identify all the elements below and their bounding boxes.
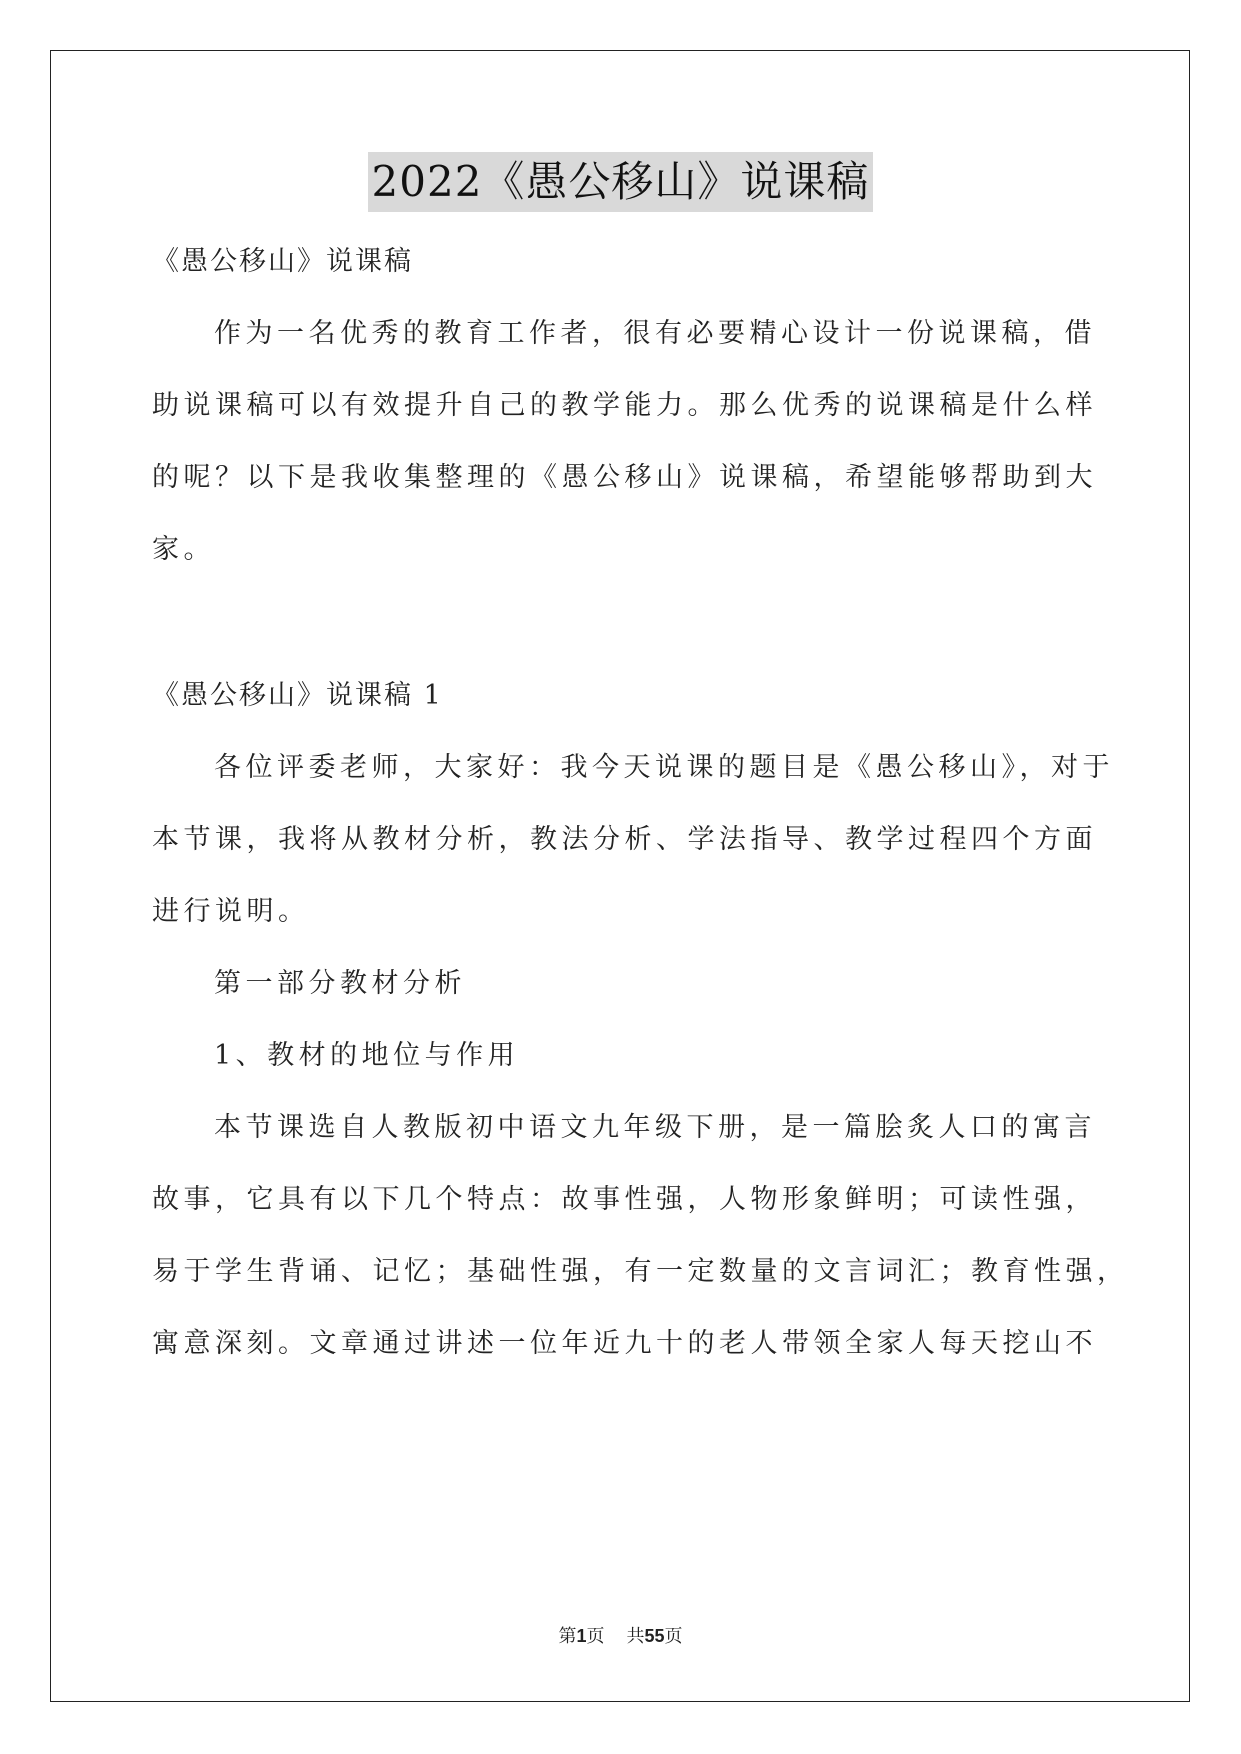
paragraph-line: 寓意深刻。文章通过讲述一位年近九十的老人带领全家人每天挖山不 xyxy=(152,1328,1097,1359)
paragraph-line: 助说课稿可以有效提升自己的教学能力。那么优秀的说课稿是什么样 xyxy=(152,390,1097,421)
paragraph-line: 故事，它具有以下几个特点：故事性强，人物形象鲜明；可读性强， xyxy=(152,1184,1097,1215)
total-prefix: 共 xyxy=(626,1626,645,1647)
section-heading: 《愚公移山》说课稿 1 xyxy=(152,680,443,711)
title-container xyxy=(0,152,1241,212)
paragraph-line: 易于学生背诵、记忆；基础性强，有一定数量的文言词汇；教育性强， xyxy=(152,1256,1129,1287)
paragraph-line: 家。 xyxy=(152,534,215,565)
paragraph-line: 本节课选自人教版初中语文九年级下册，是一篇脍炙人口的寓言 xyxy=(214,1112,1096,1143)
subsection-heading: 第一部分教材分析 xyxy=(214,968,466,999)
page-total-number: 55 xyxy=(644,1626,665,1646)
paragraph-line: 的呢？以下是我收集整理的《愚公移山》说课稿，希望能够帮助到大 xyxy=(152,462,1097,493)
paragraph-line: 本节课，我将从教材分析，教法分析、学法指导、教学过程四个方面 xyxy=(152,824,1097,855)
page-suffix: 页 xyxy=(586,1626,605,1647)
subsection-heading: 1、教材的地位与作用 xyxy=(214,1040,520,1071)
paragraph-line: 各位评委老师，大家好：我今天说课的题目是《愚公移山》，对于 xyxy=(214,752,1114,783)
page-border xyxy=(50,50,1190,1702)
total-suffix: 页 xyxy=(664,1626,683,1647)
page-footer xyxy=(0,1624,1241,1649)
paragraph-line: 作为一名优秀的教育工作者，很有必要精心设计一份说课稿，借 xyxy=(214,318,1096,349)
section-heading: 《愚公移山》说课稿 xyxy=(152,246,413,277)
page-prefix: 第 xyxy=(558,1626,577,1647)
page-current-number: 1 xyxy=(576,1626,587,1646)
paragraph-line: 进行说明。 xyxy=(152,896,310,927)
document-title: 2022《愚公移山》说课稿 xyxy=(368,152,874,212)
